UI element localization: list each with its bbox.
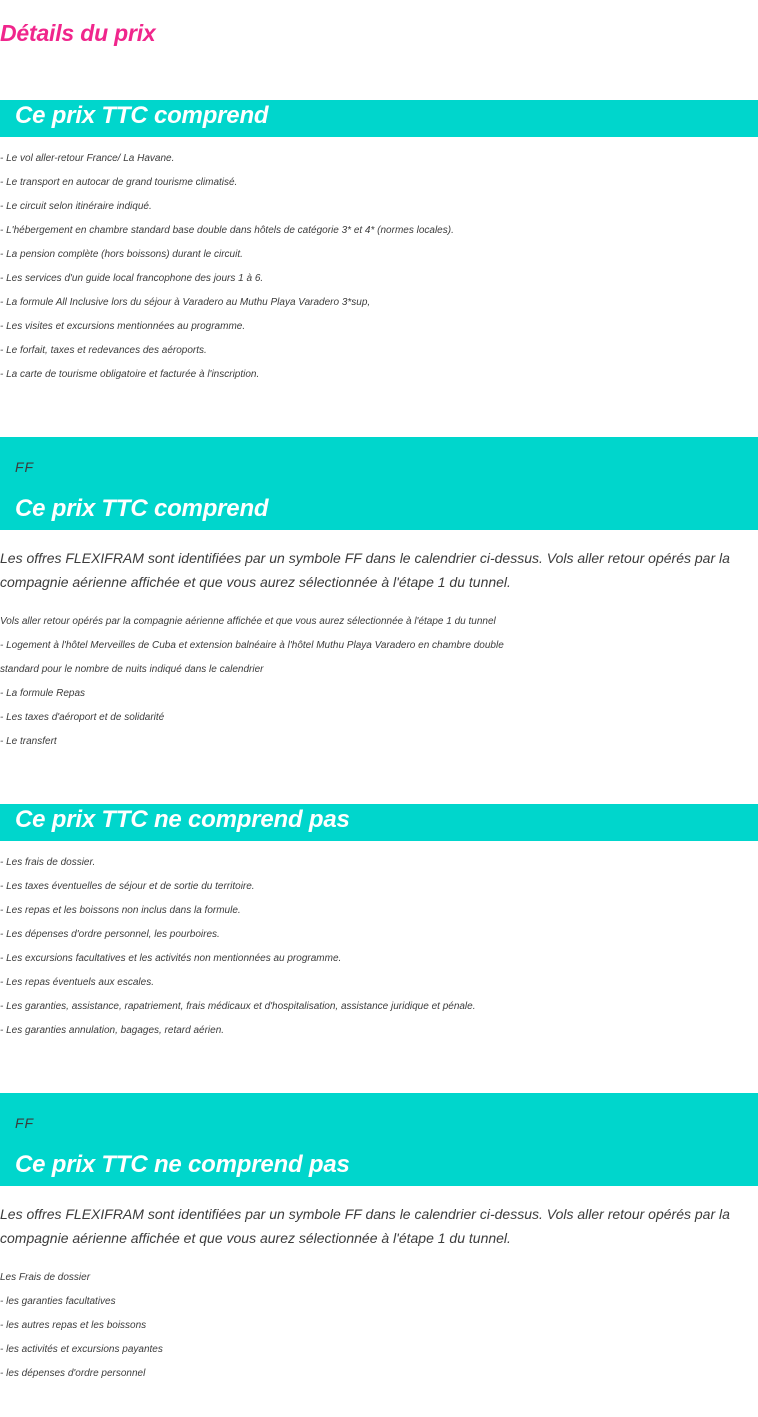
intro-line: Les offres FLEXIFRAM sont identifiées par un symbole FF dans le calendrier ci-dessus. Vols aller retour opérés par la [0, 1206, 730, 1222]
excluded-title: Ce prix TTC ne comprend pas [15, 806, 350, 833]
included-ff-banner [0, 437, 758, 530]
list-item: - les garanties facultatives [0, 1296, 116, 1307]
excluded-ff-intro [0, 1202, 740, 1250]
list-item: - Les repas et les boissons non inclus dans la formule. [0, 905, 241, 916]
list-item: standard pour le nombre de nuits indiqué dans le calendrier [0, 664, 264, 675]
list-item: - Logement à l'hôtel Merveilles de Cuba et extension balnéaire à l'hôtel Muthu Playa Varadero en chambre double [0, 640, 504, 651]
included-ff-title: Ce prix TTC comprend [15, 495, 269, 522]
list-item: - Les repas éventuels aux escales. [0, 977, 154, 988]
intro-line: compagnie aérienne affichée et que vous aurez sélectionnée à l'étape 1 du tunnel. [0, 574, 511, 590]
list-item: - Les taxes éventuelles de séjour et de sortie du territoire. [0, 881, 255, 892]
list-item: - Les frais de dossier. [0, 857, 96, 868]
list-item: - les dépenses d'ordre personnel [0, 1368, 146, 1379]
list-item: - Les visites et excursions mentionnées au programme. [0, 321, 246, 332]
list-item: - les activités et excursions payantes [0, 1344, 163, 1355]
included-banner [0, 100, 758, 137]
list-item: - Les garanties annulation, bagages, retard aérien. [0, 1025, 225, 1036]
list-item: - L'hébergement en chambre standard base double dans hôtels de catégorie 3* et 4* (normes locales). [0, 225, 454, 236]
list-item: - La formule All Inclusive lors du séjour à Varadero au Muthu Playa Varadero 3*sup, [0, 297, 371, 308]
intro-line: compagnie aérienne affichée et que vous aurez sélectionnée à l'étape 1 du tunnel. [0, 1230, 511, 1246]
list-item: - Le transfert [0, 736, 57, 747]
list-item: - Les services d'un guide local francophone des jours 1 à 6. [0, 273, 264, 284]
excluded-list [0, 851, 758, 1043]
list-item: - Les garanties, assistance, rapatriement, frais médicaux et d'hospitalisation, assistance juridique et pénale. [0, 1001, 476, 1012]
list-item: - Les excursions facultatives et les activités non mentionnées au programme. [0, 953, 342, 964]
ff-badge: FF [15, 459, 35, 475]
list-item: - Les dépenses d'ordre personnel, les pourboires. [0, 929, 220, 940]
list-item: - La carte de tourisme obligatoire et facturée à l'inscription. [0, 369, 260, 380]
included-ff-list [0, 610, 758, 754]
list-item: Les Frais de dossier [0, 1272, 91, 1283]
ff-badge: FF [15, 1115, 35, 1131]
included-ff-intro [0, 546, 740, 594]
list-item: - La pension complète (hors boissons) durant le circuit. [0, 249, 243, 260]
list-item: - Les taxes d'aéroport et de solidarité [0, 712, 165, 723]
page-title: Détails du prix [0, 20, 156, 46]
excluded-ff-title: Ce prix TTC ne comprend pas [15, 1151, 350, 1178]
included-title: Ce prix TTC comprend [15, 102, 269, 129]
excluded-ff-list [0, 1266, 758, 1386]
excluded-banner [0, 804, 758, 841]
excluded-ff-banner [0, 1093, 758, 1186]
list-item: - Le circuit selon itinéraire indiqué. [0, 201, 152, 212]
list-item: - Le vol aller-retour France/ La Havane. [0, 153, 175, 164]
list-item: - La formule Repas [0, 688, 86, 699]
included-list [0, 147, 758, 387]
list-item: - Le transport en autocar de grand tourisme climatisé. [0, 177, 238, 188]
list-item: Vols aller retour opérés par la compagnie aérienne affichée et que vous aurez sélectionnée à l'étape 1 du tunnel [0, 616, 496, 627]
list-item: - Le forfait, taxes et redevances des aéroports. [0, 345, 207, 356]
intro-line: Les offres FLEXIFRAM sont identifiées par un symbole FF dans le calendrier ci-dessus. Vols aller retour opérés par la [0, 550, 730, 566]
list-item: - les autres repas et les boissons [0, 1320, 147, 1331]
